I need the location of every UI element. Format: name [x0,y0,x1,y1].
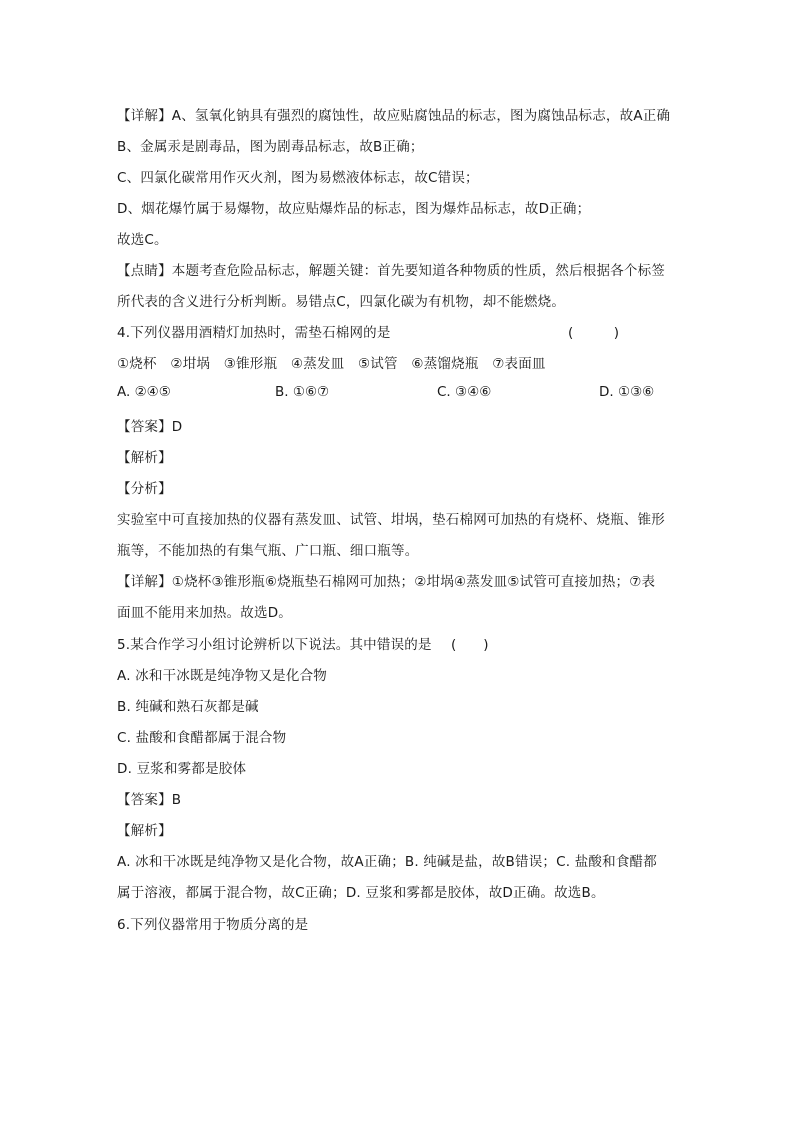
q5-analysis-line-1: A. 冰和干冰既是纯净物又是化合物，故A正确；B. 纯碱是盐，故B错误；C. 盐酸和食醋都 [117,854,657,870]
q4-detail-line-2: 面皿不能用来加热。故选D。 [117,605,292,621]
q5-answer-blank: ( ) [451,637,489,653]
q4-detail-line-1: 【详解】①烧杯③锥形瓶⑥烧瓶垫石棉网可加热；②坩埚④蒸发皿⑤试管可直接加热；⑦表 [117,574,656,590]
q3-detail-line-2: B、金属汞是剧毒品，图为剧毒品标志，故B正确； [117,139,424,155]
q5-stem: 5.某合作学习小组讨论辨析以下说法。其中错误的是 [117,637,432,653]
q4-answer-blank: ( ) [568,325,620,341]
q3-detail-line-5: 故选C。 [117,232,168,248]
q5-option-d: D. 豆浆和雾都是胶体 [117,761,247,777]
q5-option-a: A. 冰和干冰既是纯净物又是化合物 [117,668,327,684]
q6-stem: 6.下列仪器常用于物质分离的是 [117,917,309,933]
q4-analysis-heading: 【解析】 [117,450,172,466]
q4-option-c: C. ③④⑥ [437,384,492,400]
q4-answer: 【答案】D [117,419,183,435]
q4-option-d: D. ①③⑥ [599,384,655,400]
q4-fenxi-line-1: 实验室中可直接加热的仪器有蒸发皿、试管、坩埚，垫石棉网可加热的有烧杯、烧瓶、锥形 [117,512,665,528]
q3-detail-line-4: D、烟花爆竹属于易爆物，故应贴爆炸品的标志，图为爆炸品标志，故D正确； [117,201,591,217]
q3-detail-line-1: 【详解】A、氢氧化钠具有强烈的腐蚀性，故应贴腐蚀品的标志，图为腐蚀品标志，故A正确 [117,108,671,124]
q5-answer: 【答案】B [117,792,182,808]
q4-stem: 4.下列仪器用酒精灯加热时，需垫石棉网的是 [117,325,391,341]
q4-fenxi-heading: 【分析】 [117,481,172,497]
q5-analysis-line-2: 属于溶液，都属于混合物，故C正确；D. 豆浆和雾都是胶体，故D正确。故选B。 [117,885,605,901]
q5-option-b: B. 纯碱和熟石灰都是碱 [117,699,259,715]
q4-option-b: B. ①⑥⑦ [275,384,330,400]
q4-fenxi-line-2: 瓶等，不能加热的有集气瓶、广口瓶、细口瓶等。 [117,543,419,559]
q5-analysis-heading: 【解析】 [117,823,172,839]
q3-detail-line-3: C、四氯化碳常用作灭火剂，图为易燃液体标志，故C错误； [117,170,479,186]
q3-note-line-2: 所代表的含义进行分析判断。易错点C，四氯化碳为有机物，却不能燃烧。 [117,294,566,310]
q4-items: ①烧杯 ②坩埚 ③锥形瓶 ④蒸发皿 ⑤试管 ⑥蒸馏烧瓶 ⑦表面皿 [117,356,546,372]
q4-option-a: A. ②④⑤ [117,384,171,400]
q3-note-line-1: 【点睛】本题考查危险品标志，解题关键：首先要知道各种物质的性质，然后根据各个标签 [117,263,665,279]
q5-option-c: C. 盐酸和食醋都属于混合物 [117,730,287,746]
